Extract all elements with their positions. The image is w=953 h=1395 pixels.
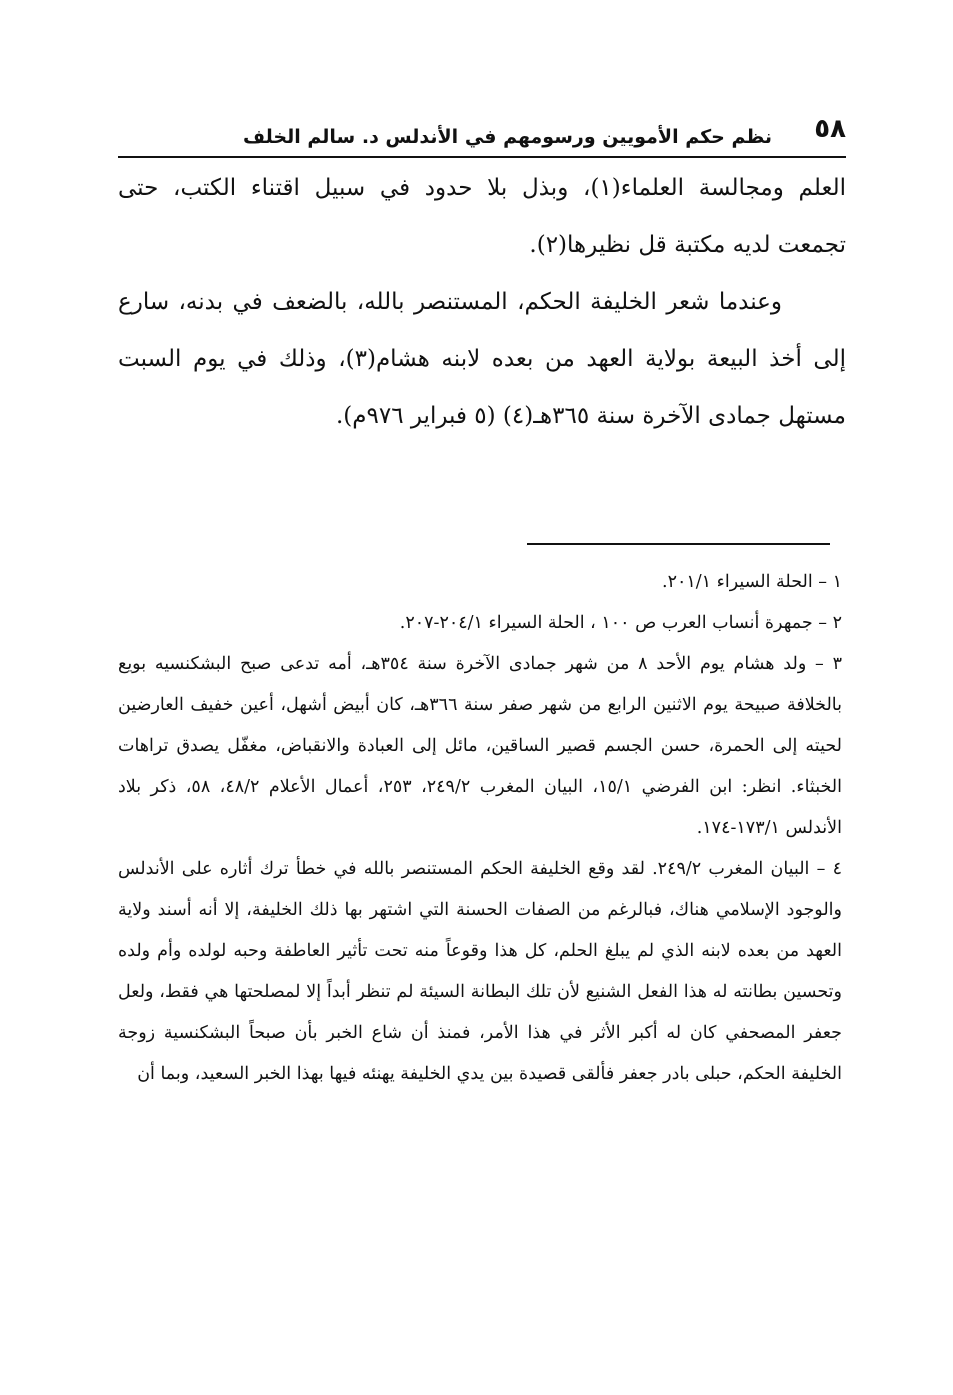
- paragraph: العلم ومجالسة العلماء(١)، وبذل بلا حدود في سبيل اقتناء الكتب، حتى تجمعت لديه مكتبة قل نظيرها(٢).: [118, 175, 846, 258]
- paragraph: وعندما شعر الخليفة الحكم، المستنصر بالله، بالضعف في بدنه، سارع إلى أخذ البيعة بولاية العهد من بعده لابنه هشام(٣)، وذلك في يوم السبت مستهل جمادى الآخرة سنة ٣٦٥هـ(٤) (٥ فبراير ٩٧٦م).: [118, 289, 846, 429]
- running-title: نظم حكم الأمويين ورسومهم في الأندلس د. سالم الخلف: [243, 126, 772, 148]
- footnote: ٤ – البيان المغرب ٢٤٩/٢. لقد وقع الخليفة الحكم المستنصر بالله في خطأ ترك أثاره على الأندلس والوجود الإسلامي هناك، فبالرغم من الصفات الحسنة التي اشتهر بها ذلك الخليفة، إلا أنه أسند ولاية العهد من بعده لابنه الذي لم يبلغ الحلم، كل هذا وقوعاً منه تحت تأثير العاطفة وحبه لولده وأم ولده وتحسين بطانته له هذا الفعل الشنيع لأن تلك البطانة السيئة لم تنظر أبداً إلا لمصلحتها هي فقط، ولعل جعفر المصحفي كان له أكبر الأثر في هذا الأمر، فمنذ أن شاع الخبر بأن صبحاً البشكنسية زوجة الخليفة الحكم، حبلى بادر جعفر فألقى قصيدة بين يدي الخليفة يهنئه فيها بهذا الخبر السعيد، وبما أن: [118, 859, 842, 1084]
- footnote-separator: [527, 543, 830, 545]
- page-header: [118, 112, 846, 158]
- footnote: ١ – الحلة السيراء ٢٠١/١.: [662, 572, 842, 592]
- main-text: [118, 160, 846, 445]
- footnote: ٢ – جمهرة أنساب العرب ص ١٠٠ ، الحلة السيراء ٢٠٤/١-٢٠٧.: [399, 613, 842, 633]
- footnotes: [118, 562, 842, 1095]
- footnote: ٣ – ولد هشام يوم الأحد ٨ من شهر جمادى الآخرة سنة ٣٥٤هـ، أمه تدعى صبح البشكنسيه بويع بالخلافة صبيحة يوم الاثنين الرابع من شهر صفر سنة ٣٦٦هـ، كان أبيض أشهل، أعين خفيف العارضين لحيته إلى الحمرة، حسن الجسم قصير الساقين، مائل إلى العبادة والانقباض، مغفّل يصدق تراهات الخبثاء. انظر: ابن الفرضي ١٥/١، البيان المغرب ٢٤٩/٢، ٢٥٣، أعمال الأعلام ٤٨/٢، ٥٨، ذكر بلاد الأندلس ١٧٣/١-١٧٤.: [118, 654, 843, 838]
- page-number: ٥٨: [814, 114, 846, 144]
